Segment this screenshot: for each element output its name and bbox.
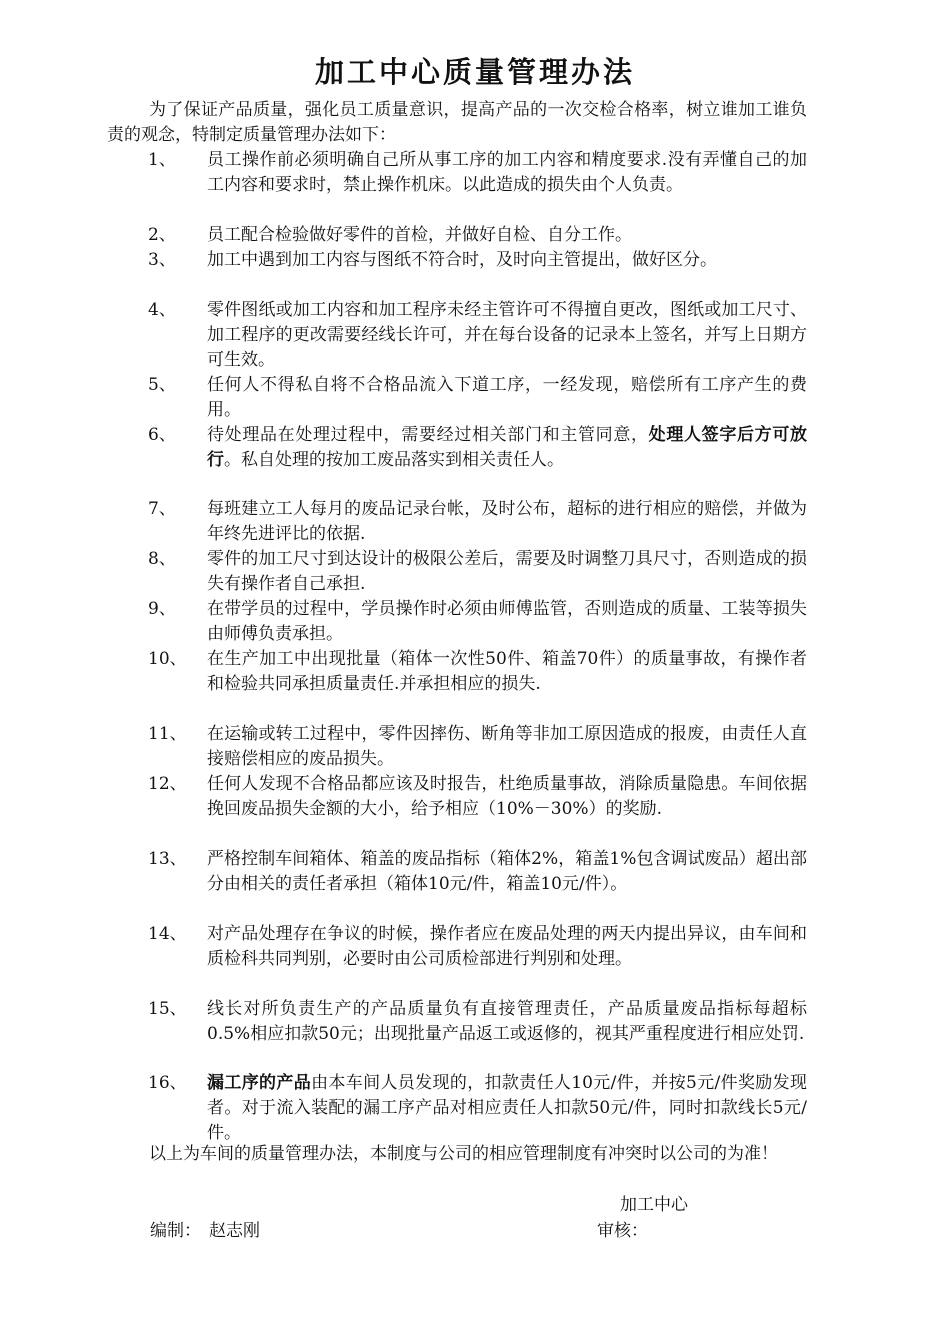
rule-text-segment: 由本车间人员发现的，扣款责任人10元/件，并按5元/件奖励发现者。对于流入装配的漏工序产品对相应责任人扣款50元/件，同时扣款线长5元/件。 <box>207 1073 808 1143</box>
rule-text <box>207 497 807 547</box>
reviewed-label: 审核： <box>597 1221 648 1241</box>
rule-text-segment: 员工配合检验做好零件的首检，并做好自检、自分工作。 <box>207 225 632 245</box>
rule-text-segment: 严格控制车间箱体、箱盖的废品指标（箱体2%，箱盖1%包含调试废品）超出部分由相关的责任者承担（箱体10元/件，箱盖10元/件）。 <box>207 849 807 894</box>
rule-number: 2、 <box>148 225 176 245</box>
rule-text-segment: 在带学员的过程中，学员操作时必须由师傅监管，否则造成的质量、工装等损失由师傅负责承担。 <box>207 599 807 644</box>
rule-text-segment: 任何人发现不合格品都应该及时报告，杜绝质量事故，消除质量隐患。车间依据挽回废品损失金额的大小，给予相应（10%－30%）的奖励. <box>207 774 807 819</box>
rule-text-segment: 零件图纸或加工内容和加工程序未经主管许可不得擅自更改，图纸或加工尺寸、加工程序的更改需要经线长许可，并在每台设备的记录本上签名，并写上日期方可生效。 <box>207 300 807 370</box>
rule-number: 1、 <box>148 150 176 170</box>
department-name: 加工中心 <box>620 1195 688 1215</box>
page-title: 加工中心质量管理办法 <box>314 55 635 89</box>
rule-text-segment: 线长对所负责生产的产品质量负有直接管理责任，产品质量废品指标每超标0.5%相应扣款50元；出现批量产品返工或返修的，视其严重程度进行相应处罚. <box>207 999 807 1044</box>
rule-text-segment: 员工操作前必须明确自己所从事工序的加工内容和精度要求.没有弄懂自己的加工内容和要求时，禁止操作机床。以此造成的损失由个人负责。 <box>207 150 807 195</box>
rule-text-segment: 对产品处理存在争议的时候，操作者应在废品处理的两天内提出异议，由车间和质检科共同判别，必要时由公司质检部进行判别和处理。 <box>207 924 807 969</box>
rule-number: 14、 <box>148 924 187 944</box>
rule-text-segment: 在运输或转工过程中，零件因摔伤、断角等非加工原因造成的报废，由责任人直接赔偿相应的废品损失。 <box>207 724 807 769</box>
rule-number: 3、 <box>148 250 176 270</box>
rule-number: 12、 <box>148 774 187 794</box>
prepared-name: 赵志刚 <box>209 1221 260 1241</box>
rule-text <box>207 722 807 772</box>
rule-text <box>207 248 807 273</box>
rule-text-emphasis: 漏工序的产品 <box>207 1073 312 1093</box>
rule-text <box>207 597 807 647</box>
prepared-by <box>150 1219 260 1244</box>
rule-number: 13、 <box>148 849 187 869</box>
rule-number: 7、 <box>148 499 176 519</box>
rule-text <box>207 1071 807 1146</box>
rule-text <box>207 772 807 822</box>
rule-text <box>207 298 807 373</box>
rule-text-segment: 零件的加工尺寸到达设计的极限公差后，需要及时调整刀具尺寸，否则造成的损失有操作者自己承担. <box>207 549 807 594</box>
rule-text-segment: 加工中遇到加工内容与图纸不符合时，及时向主管提出，做好区分。 <box>207 250 717 270</box>
rule-text <box>207 647 807 697</box>
rule-number: 9、 <box>148 599 176 619</box>
rule-number: 6、 <box>148 425 176 445</box>
rule-number: 4、 <box>148 300 176 320</box>
rule-text <box>207 922 807 972</box>
rule-number: 5、 <box>148 375 176 395</box>
rule-text-segment: 。私自处理的按加工废品落实到相关责任人。 <box>224 450 564 470</box>
rule-number: 16、 <box>148 1073 187 1093</box>
closing-paragraph: 以上为车间的质量管理办法，本制度与公司的相应管理制度有冲突时以公司的为准！ <box>149 1144 778 1164</box>
rule-number: 8、 <box>148 549 176 569</box>
rule-text <box>207 423 807 473</box>
rule-number: 15、 <box>148 999 187 1019</box>
rule-text <box>207 997 807 1047</box>
rule-text-segment: 任何人不得私自将不合格品流入下道工序，一经发现，赔偿所有工序产生的费用。 <box>207 375 807 420</box>
prepared-label: 编制： <box>150 1221 201 1241</box>
reviewed-by <box>597 1219 648 1244</box>
intro-paragraph: 为了保证产品质量，强化员工质量意识，提高产品的一次交检合格率，树立谁加工谁负责的观念，特制定质量管理办法如下： <box>107 100 807 145</box>
rule-text-segment: 待处理品在处理过程中，需要经过相关部门和主管同意， <box>207 425 649 445</box>
rule-text <box>207 223 807 248</box>
rule-text <box>207 847 807 897</box>
rule-text-emphasis: 处理人签字后方可放行 <box>207 425 808 470</box>
rule-text <box>207 373 807 423</box>
rule-number: 11、 <box>148 724 187 744</box>
rule-text-segment: 在生产加工中出现批量（箱体一次性50件、箱盖70件）的质量事故，有操作者和检验共同承担质量责任.并承担相应的损失. <box>207 649 807 694</box>
rule-text <box>207 148 807 198</box>
rule-text-segment: 每班建立工人每月的废品记录台帐，及时公布，超标的进行相应的赔偿，并做为年终先进评比的依据. <box>207 499 807 544</box>
rule-text <box>207 547 807 597</box>
rule-number: 10、 <box>148 649 187 669</box>
